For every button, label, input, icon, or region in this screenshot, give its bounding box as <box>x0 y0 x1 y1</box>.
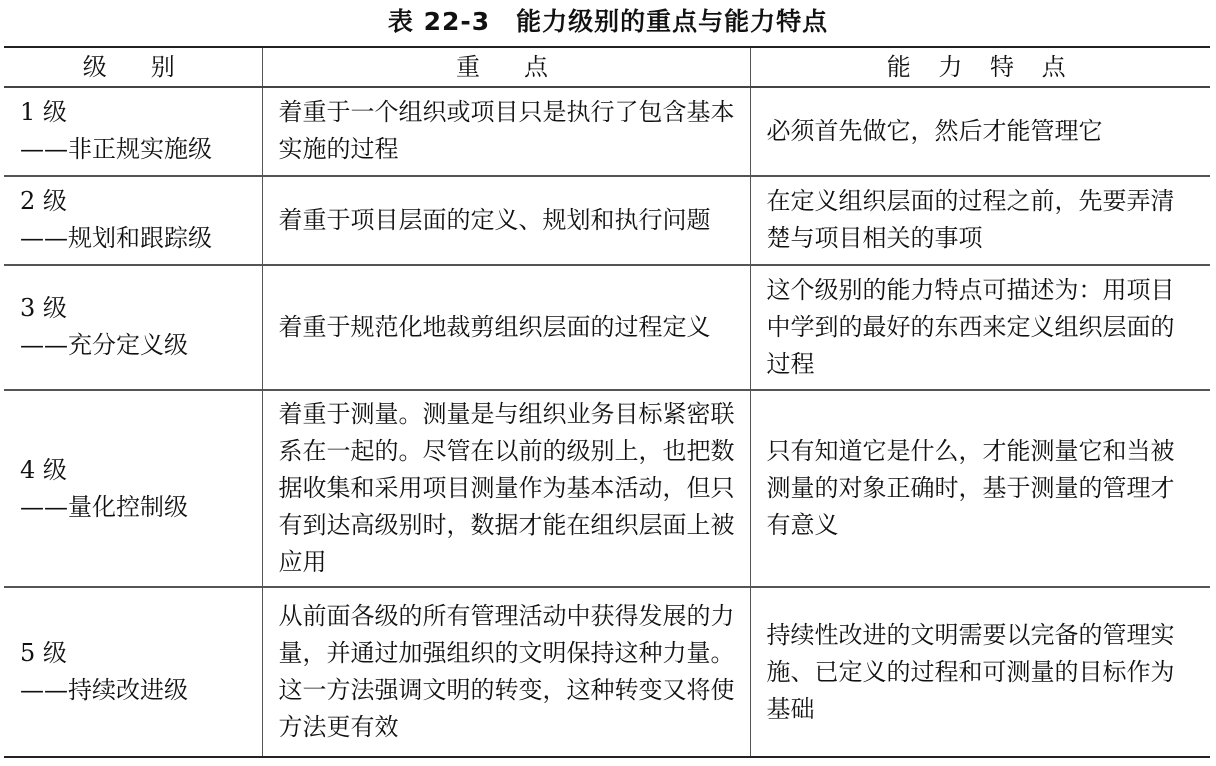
feature-cell: 必须首先做它，然后才能管理它 <box>750 87 1210 176</box>
feature-cell: 这个级别的能力特点可描述为：用项目中学到的最好的东西来定义组织层面的过程 <box>750 265 1210 390</box>
level-name: ——量化控制级 <box>20 492 188 521</box>
table-title: 表 22-3 能力级别的重点与能力特点 <box>387 7 829 36</box>
focus-cell: 着重于一个组织或项目只是执行了包含基本实施的过程 <box>262 87 750 176</box>
header-feature: 能 力 特 点 <box>750 47 1210 87</box>
level-name: ——充分定义级 <box>20 331 188 360</box>
focus-cell: 从前面各级的所有管理活动中获得发展的力量，并通过加强组织的文明保持这种力量。这一方法强调文明的转变，这种转变又将使方法更有效 <box>262 587 750 757</box>
level-number: 2 级 <box>20 187 67 216</box>
level-number: 4 级 <box>20 455 67 484</box>
feature-cell: 只有知道它是什么，才能测量它和当被测量的对象正确时，基于测量的管理才有意义 <box>750 390 1210 588</box>
capability-level-table <box>4 46 1210 758</box>
header-level: 级 别 <box>4 47 262 87</box>
table-row <box>4 390 1210 588</box>
header-focus: 重 点 <box>262 47 750 87</box>
focus-cell: 着重于测量。测量是与组织业务目标紧密联系在一起的。尽管在以前的级别上，也把数据收集和采用项目测量作为基本活动，但只有到达高级别时，数据才能在组织层面上被应用 <box>262 390 750 588</box>
table-row <box>4 87 1210 176</box>
level-name: ——规划和跟踪级 <box>20 224 212 253</box>
header-row <box>4 47 1210 87</box>
table-row <box>4 587 1210 757</box>
feature-cell: 在定义组织层面的过程之前，先要弄清楚与项目相关的事项 <box>750 176 1210 265</box>
level-cell <box>4 176 262 265</box>
focus-cell: 着重于项目层面的定义、规划和执行问题 <box>262 176 750 265</box>
level-name: ——持续改进级 <box>20 676 188 705</box>
level-number: 3 级 <box>20 294 67 323</box>
level-number: 5 级 <box>20 639 67 668</box>
level-cell <box>4 265 262 390</box>
level-name: ——非正规实施级 <box>20 135 212 164</box>
table-row <box>4 265 1210 390</box>
level-cell <box>4 390 262 588</box>
level-cell <box>4 587 262 757</box>
feature-cell: 持续性改进的文明需要以完备的管理实施、已定义的过程和可测量的目标作为基础 <box>750 587 1210 757</box>
level-cell <box>4 87 262 176</box>
level-number: 1 级 <box>20 98 67 127</box>
focus-cell: 着重于规范化地裁剪组织层面的过程定义 <box>262 265 750 390</box>
table-row <box>4 176 1210 265</box>
